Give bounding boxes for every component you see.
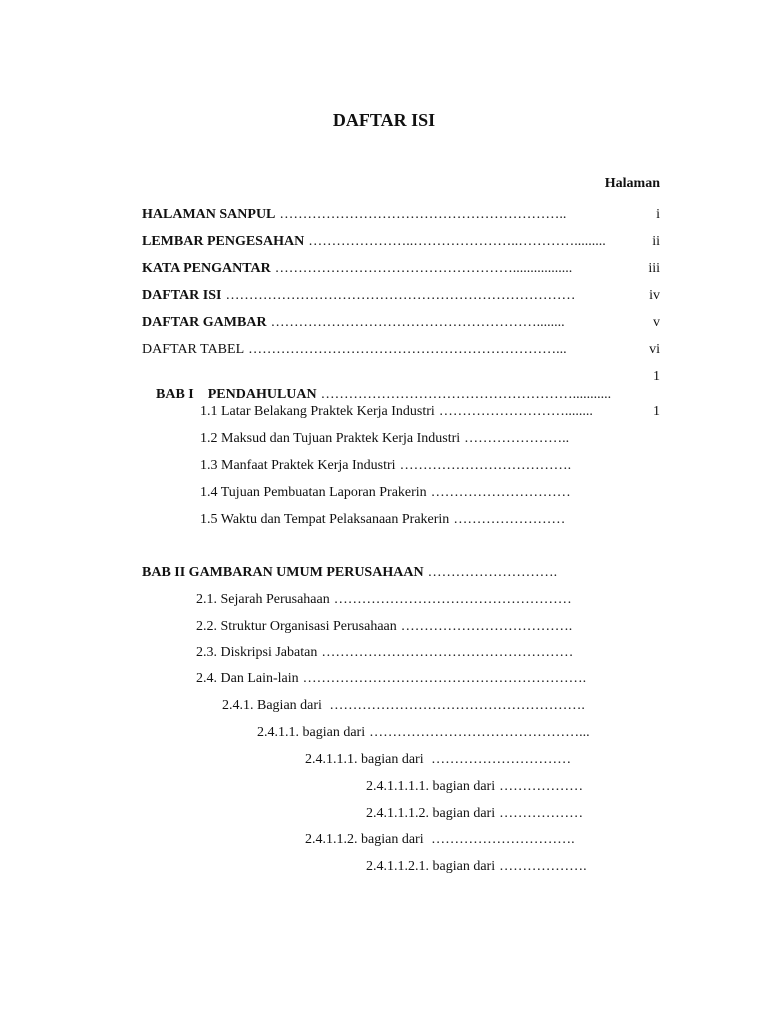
toc-leader-dots: …………………………………………………………... [248, 342, 567, 357]
toc-entry-kata-pengantar [142, 260, 572, 278]
toc-subentry-2-4-1-1-1 [305, 751, 571, 769]
toc-leader-dots: ……………… [499, 779, 584, 794]
toc-entry-label: 1.5 Waktu dan Tempat Pelaksanaan Prakerin [200, 512, 450, 527]
toc-entry-label: 2.4.1.1.2. bagian dari [305, 832, 424, 847]
toc-leader-dots: ………………………… [427, 752, 572, 767]
toc-entry-label: 1.4 Tujuan Pembuatan Laporan Prakerin [200, 485, 427, 500]
toc-entry-label: 1.3 Manfaat Praktek Kerja Industri [200, 458, 396, 473]
toc-entry-label: 1.1 Latar Belakang Praktek Kerja Industri [200, 404, 435, 419]
toc-page-number: ii [652, 234, 660, 249]
toc-subentry-2-4-1-1-1-1 [366, 778, 583, 796]
toc-page-number: 1 [653, 369, 660, 384]
toc-leader-dots: ………………………. [427, 565, 558, 580]
toc-entry-label: 2.4.1. Bagian dari [222, 698, 322, 713]
halaman-column-label: Halaman [604, 176, 660, 191]
toc-entry-label: DAFTAR ISI [142, 288, 222, 303]
toc-subentry-1-1 [200, 403, 593, 421]
toc-leader-dots: ………………. [499, 859, 587, 874]
toc-entry-label: LEMBAR PENGESAHAN [142, 234, 305, 249]
toc-subentry-1-2 [200, 430, 569, 448]
toc-entry-daftar-isi [142, 287, 575, 305]
toc-subentry-2-4-1-1-2-1 [366, 858, 587, 876]
toc-subentry-1-3 [200, 457, 571, 475]
toc-leader-dots: ………………………………………………........... [320, 387, 612, 402]
toc-entry-daftar-tabel [142, 341, 567, 359]
toc-entry-daftar-gambar [142, 314, 565, 332]
toc-page-number: v [653, 315, 660, 330]
toc-subentry-2-4-1-1-1-2 [366, 805, 583, 823]
toc-entry-label: DAFTAR GAMBAR [142, 315, 267, 330]
toc-entry-label: 2.4.1.1.1.1. bagian dari [366, 779, 496, 794]
toc-leader-dots: …………………………………………………........ [270, 315, 565, 330]
toc-leader-dots: ………………………………………………………………… [225, 288, 576, 303]
toc-entry-label: HALAMAN SANPUL [142, 207, 276, 222]
toc-leader-dots: ………………………… [430, 485, 571, 500]
toc-subentry-1-4 [200, 484, 571, 502]
toc-entry-label: 2.4.1.1.1.2. bagian dari [366, 806, 496, 821]
toc-page-number: iv [649, 288, 660, 303]
toc-entry-label: 2.1. Sejarah Perusahaan [196, 592, 330, 607]
toc-leader-dots: ……………… [499, 806, 584, 821]
toc-subentry-1-5 [200, 511, 565, 529]
toc-entry-label: 2.4.1.1. bagian dari [257, 725, 366, 740]
page-title: DAFTAR ISI [332, 110, 436, 130]
toc-entry-label: KATA PENGANTAR [142, 261, 271, 276]
toc-leader-dots: ………………….. [464, 431, 570, 446]
toc-leader-dots: ……………………………………………… [321, 645, 574, 660]
toc-subentry-2-4 [196, 670, 586, 688]
toc-entry-label: 2.4.1.1.2.1. bagian dari [366, 859, 496, 874]
toc-page-number: i [656, 207, 660, 222]
toc-entry-label: 2.2. Struktur Organisasi Perusahaan [196, 619, 397, 634]
toc-leader-dots: …………………..…………………..…………......... [308, 234, 606, 249]
toc-entry-label: DAFTAR TABEL [142, 342, 245, 357]
toc-subentry-2-3 [196, 644, 573, 662]
toc-leader-dots: ……………………………………………................. [274, 261, 573, 276]
toc-subentry-2-4-1-1 [257, 724, 590, 742]
toc-page-number: vi [649, 342, 660, 357]
toc-entry-lembar-pengesahan [142, 233, 606, 251]
toc-leader-dots: ………………………………. [400, 619, 573, 634]
toc-subentry-2-4-1-1-2 [305, 831, 575, 849]
toc-leader-dots: ………………………………. [399, 458, 572, 473]
toc-leader-dots: ………………………………………... [369, 725, 590, 740]
toc-entry-label: 2.4.1.1.1. bagian dari [305, 752, 424, 767]
toc-entry-label: 2.4. Dan Lain-lain [196, 671, 299, 686]
toc-leader-dots: ………………………………………………. [325, 698, 585, 713]
toc-subentry-2-2 [196, 618, 572, 636]
toc-page-number: 1 [653, 404, 660, 419]
toc-entry-label: 2.3. Diskripsi Jabatan [196, 645, 318, 660]
toc-leader-dots: …………………………. [427, 832, 575, 847]
toc-leader-dots: ……………………………………………………. [302, 671, 587, 686]
toc-subentry-2-4-1 [222, 697, 585, 715]
toc-entry-bab-2 [142, 564, 557, 582]
toc-leader-dots: …………………………………………… [333, 592, 572, 607]
toc-entry-halaman-sampul [142, 206, 566, 224]
toc-leader-dots: …………………………………………………….. [279, 207, 567, 222]
toc-entry-label: BAB II GAMBARAN UMUM PERUSAHAAN [142, 565, 424, 580]
toc-leader-dots: ………………………........ [438, 404, 593, 419]
toc-entry-label: BAB I PENDAHULUAN [156, 387, 317, 402]
toc-subentry-2-1 [196, 591, 572, 609]
toc-entry-label: 1.2 Maksud dan Tujuan Praktek Kerja Industri [200, 431, 461, 446]
toc-leader-dots: …………………… [453, 512, 566, 527]
toc-page-number: iii [648, 261, 660, 276]
